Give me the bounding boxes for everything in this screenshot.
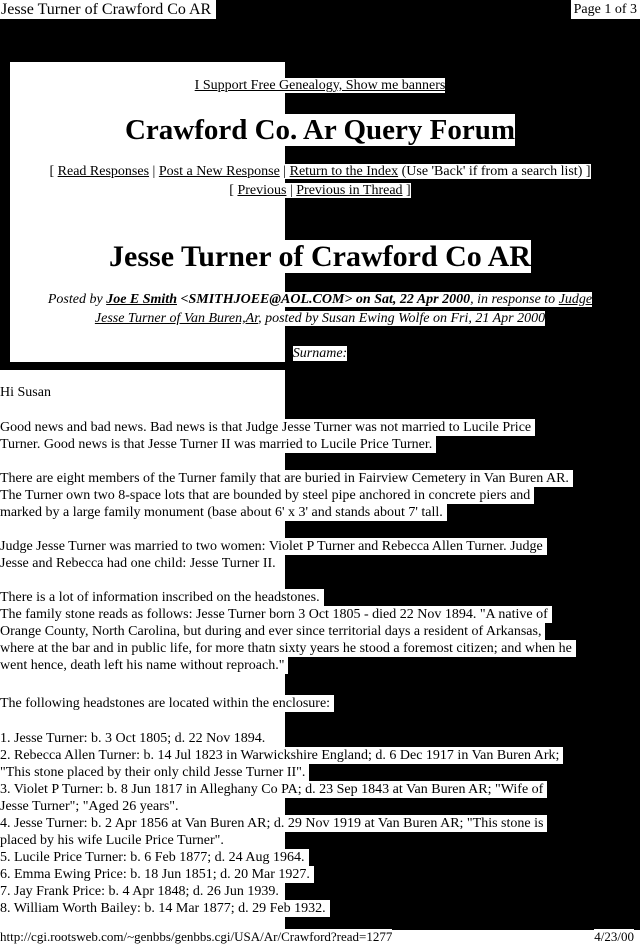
return-to-index-link[interactable]: Return to the Index <box>289 164 399 179</box>
headstone-item: 3. Violet P Turner: b. 8 Jun 1817 in Alleghany Co PA; d. 23 Sep 1843 at Van Buren AR; "Wife of <box>0 781 547 798</box>
surname-row <box>0 346 640 362</box>
nav-separator: | <box>286 183 297 198</box>
body-line: Orange County, North Carolina, but during and ever since territorial days a resident of Arkansas, <box>0 623 545 640</box>
post-title-row <box>0 240 640 274</box>
nav-bar-secondary <box>0 183 640 199</box>
author-link[interactable]: Joe E Smith <box>106 292 177 307</box>
nav-open-bracket: [ <box>229 183 238 198</box>
nav-open-bracket: [ <box>49 164 58 179</box>
body-line: The Turner own two 8-space lots that are bounded by steel pipe anchored in concrete piers and <box>0 487 534 504</box>
headstone-item: 5. Lucile Price Turner: b. 6 Feb 1877; d. 24 Aug 1964. <box>0 849 309 866</box>
posted-by-line <box>0 292 640 308</box>
footer-url: http://cgi.rootsweb.com/~genbbs/genbbs.cgi/USA/Ar/Crawford?read=1277 <box>0 929 393 944</box>
headstone-item: 4. Jesse Turner: b. 2 Apr 1856 at Van Buren AR; d. 29 Nov 1919 at Van Buren AR; "This stone is <box>0 815 547 832</box>
body-line: went hence, death left his name without reproach." <box>0 657 288 674</box>
headstone-item: Jesse Turner"; "Aged 26 years". <box>0 798 183 815</box>
banner-row <box>0 78 640 94</box>
headstone-item: 1. Jesse Turner: b. 3 Oct 1805; d. 22 Nov 1894. <box>0 730 269 747</box>
author-email: <SMITHJOEE@AOL.COM> <box>176 292 353 307</box>
parent-post-link-cont[interactable]: Jesse Turner of Van Buren,Ar <box>94 311 259 326</box>
headstone-item: 2. Rebecca Allen Turner: b. 14 Jul 1823 in Warwickshire England; d. 6 Dec 1917 in Van Buren Ark; <box>0 747 563 764</box>
nav-close-bracket: ] <box>402 183 411 198</box>
read-responses-link[interactable]: Read Responses <box>57 164 150 179</box>
forum-title-row <box>0 114 640 147</box>
headstone-item: placed by his wife Lucile Price Turner". <box>0 832 228 849</box>
body-line: The following headstones are located within the enclosure: <box>0 695 334 712</box>
footer-date: 4/23/00 <box>594 929 634 944</box>
post-new-response-link[interactable]: Post a New Response <box>158 164 280 179</box>
forum-title: Crawford Co. Ar Query Forum <box>124 114 516 146</box>
body-line: The family stone reads as follows: Jesse Turner born 3 Oct 1805 - died 22 Nov 1894. "A native of <box>0 606 552 623</box>
body-line: Judge Jesse Turner was married to two women: Violet P Turner and Rebecca Allen Turner. Judge <box>0 538 547 555</box>
headstone-item: "This stone placed by their only child Jesse Turner II". <box>0 764 309 781</box>
body-line: marked by a large family monument (base about 6' x 3' and stands about 7' tall. <box>0 504 447 521</box>
headstone-item: 7. Jay Frank Price: b. 4 Apr 1848; d. 26 Jun 1939. <box>0 883 283 900</box>
back-note: (Use 'Back' if from a search list) ] <box>398 164 591 179</box>
previous-link[interactable]: Previous <box>237 183 287 198</box>
body-line: Turner. Good news is that Jesse Turner II was married to Lucile Price Turner. <box>0 436 436 453</box>
posted-date: on Sat, 22 Apr 2000 <box>352 292 471 307</box>
support-genealogy-banner-link[interactable]: I Support Free Genealogy, Show me banners <box>194 78 446 93</box>
posted-by-prefix: Posted by <box>47 292 107 307</box>
body-line: where at the bar and in public life, for more thatn sixty years he stood a foremost citizen; and when he <box>0 640 576 657</box>
body-line: There is a lot of information inscribed on the headstones. <box>0 589 324 606</box>
post-title: Jesse Turner of Crawford Co AR <box>109 240 531 273</box>
parent-post-meta: , posted by Susan Ewing Wolfe on Fri, 21 Apr 2000 <box>258 311 546 326</box>
posted-by-line-2 <box>0 311 640 327</box>
nav-separator: | <box>279 164 290 179</box>
surname-label: Surname: <box>292 346 348 361</box>
nav-separator: | <box>149 164 159 179</box>
body-line: Good news and bad news. Bad news is that Judge Jesse Turner was not married to Lucile Price <box>0 419 535 436</box>
headstone-item: 8. William Worth Bailey: b. 14 Mar 1877; d. 29 Feb 1932. <box>0 900 330 917</box>
page-indicator: Page 1 of 3 <box>571 0 640 19</box>
body-line: Hi Susan <box>0 384 55 401</box>
headstone-item: 6. Emma Ewing Price: b. 18 Jun 1851; d. 20 Mar 1927. <box>0 866 314 883</box>
in-response-text: , in response to <box>470 292 559 307</box>
body-line: Jesse and Rebecca had one child: Jesse Turner II. <box>0 555 280 572</box>
previous-in-thread-link[interactable]: Previous in Thread <box>296 183 403 198</box>
nav-bar <box>0 164 640 180</box>
body-line: There are eight members of the Turner family that are buried in Fairview Cemetery in Van Buren AR. <box>0 470 573 487</box>
document-title: Jesse Turner of Crawford Co AR <box>0 0 216 19</box>
parent-post-link[interactable]: Judge <box>558 292 593 307</box>
